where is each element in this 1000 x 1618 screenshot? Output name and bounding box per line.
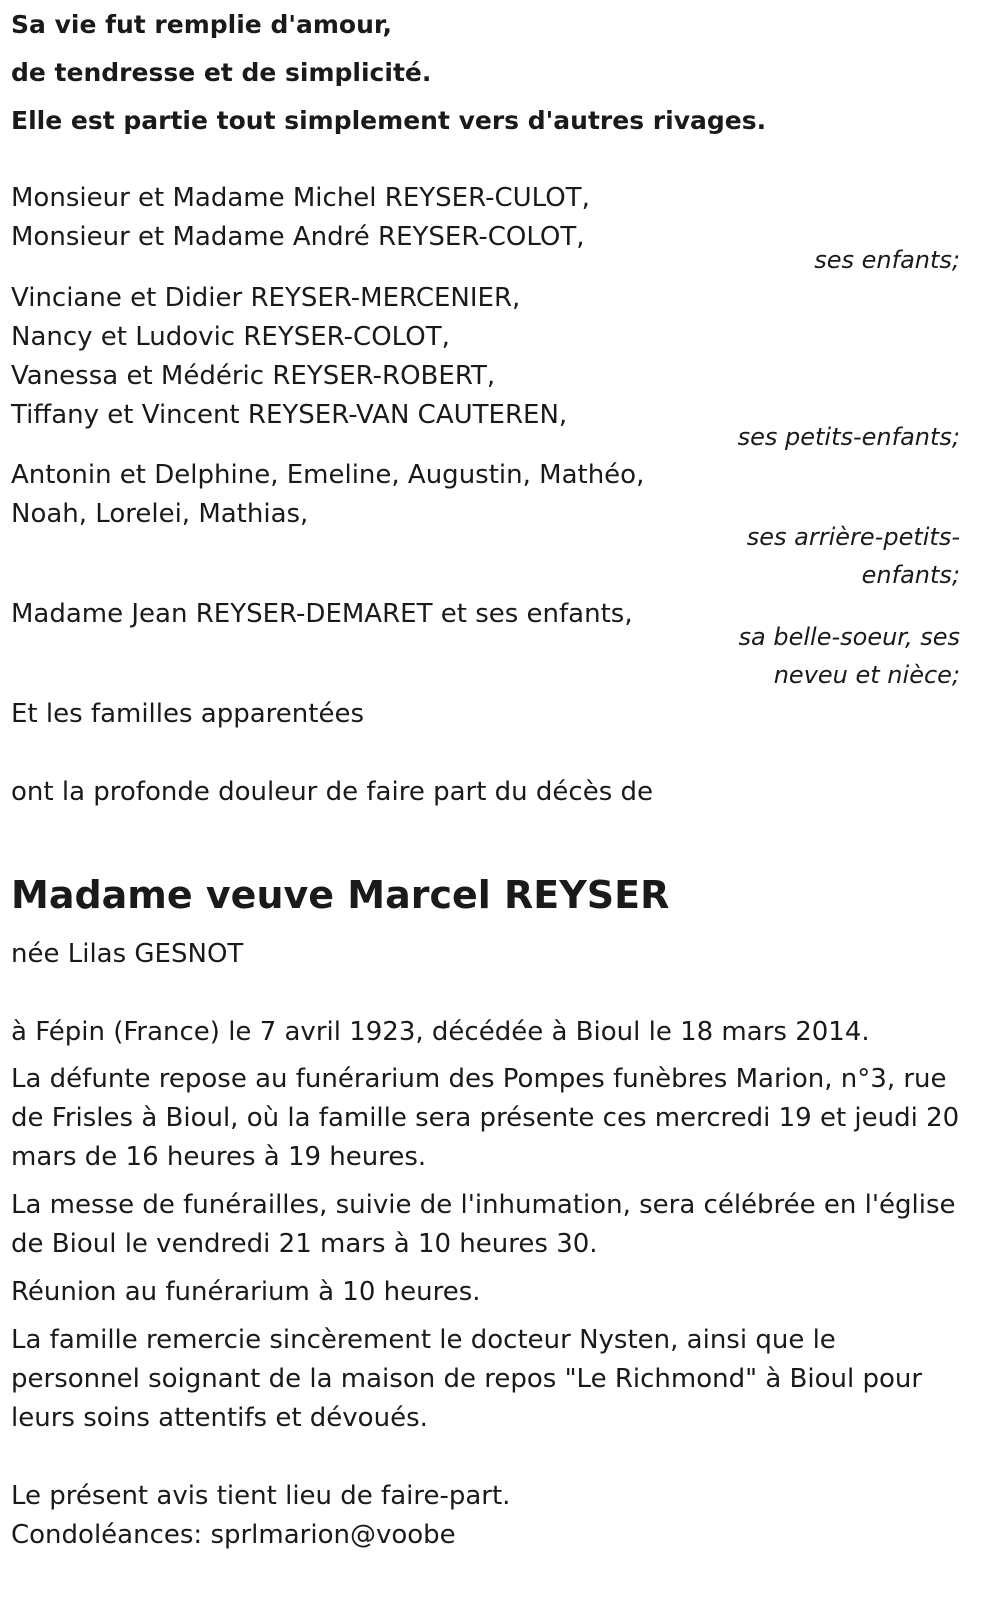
intro-line: Elle est partie tout simplement vers d'autres rivages. (11, 106, 767, 135)
family-member: Monsieur et Madame André REYSER-COLOT, (11, 222, 585, 252)
relation-label-children: ses enfants; (814, 246, 960, 274)
relation-label-sister-in-law: sa belle-soeur, ses (738, 623, 960, 651)
thanks-text: La famille remercie sincèrement le docteur Nysten, ainsi que le (11, 1325, 836, 1355)
family-member: Vanessa et Médéric REYSER-ROBERT, (11, 361, 496, 391)
thanks-text: leurs soins attentifs et dévoués. (11, 1403, 428, 1433)
announcement: ont la profonde douleur de faire part du décès de (11, 777, 654, 807)
meeting-info: Réunion au funérarium à 10 heures. (11, 1277, 481, 1307)
condolences-contact: Condoléances: sprlmarion@voobe (11, 1520, 456, 1550)
relation-label-sister-in-law: neveu et nièce; (773, 661, 960, 689)
repose-info: de Frisles à Bioul, où la famille sera présente ces mercredi 19 et jeudi 20 (11, 1103, 960, 1133)
mass-info: de Bioul le vendredi 21 mars à 10 heures 30. (11, 1229, 598, 1259)
relation-label-grandchildren: ses petits-enfants; (737, 423, 960, 451)
birth-death-info: à Fépin (France) le 7 avril 1923, décédée à Bioul le 18 mars 2014. (11, 1017, 870, 1047)
family-member: Noah, Lorelei, Mathias, (11, 499, 309, 529)
mass-info: La messe de funérailles, suivie de l'inhumation, sera célébrée en l'église (11, 1190, 956, 1220)
family-member: Monsieur et Madame Michel REYSER-CULOT, (11, 183, 590, 213)
maiden-name: née Lilas GESNOT (11, 939, 244, 969)
family-member: Nancy et Ludovic REYSER-COLOT, (11, 322, 450, 352)
repose-info: mars de 16 heures à 19 heures. (11, 1142, 427, 1172)
family-member: Antonin et Delphine, Emeline, Augustin, Mathéo, (11, 460, 645, 490)
relation-label-great-grandchildren: enfants; (861, 561, 960, 589)
related-families: Et les familles apparentées (11, 699, 365, 729)
family-member: Tiffany et Vincent REYSER-VAN CAUTEREN, (11, 400, 568, 430)
intro-line: Sa vie fut remplie d'amour, (11, 10, 393, 39)
repose-info: La défunte repose au funérarium des Pompes funèbres Marion, n°3, rue (11, 1064, 947, 1094)
thanks-text: personnel soignant de la maison de repos "Le Richmond" à Bioul pour (11, 1364, 923, 1394)
family-member: Vinciane et Didier REYSER-MERCENIER, (11, 283, 521, 313)
deceased-name: Madame veuve Marcel REYSER (11, 873, 670, 917)
intro-line: de tendresse et de simplicité. (11, 58, 432, 87)
relation-label-great-grandchildren: ses arrière-petits- (746, 523, 960, 551)
notice-text: Le présent avis tient lieu de faire-part. (11, 1481, 511, 1511)
family-member: Madame Jean REYSER-DEMARET et ses enfants, (11, 599, 633, 629)
